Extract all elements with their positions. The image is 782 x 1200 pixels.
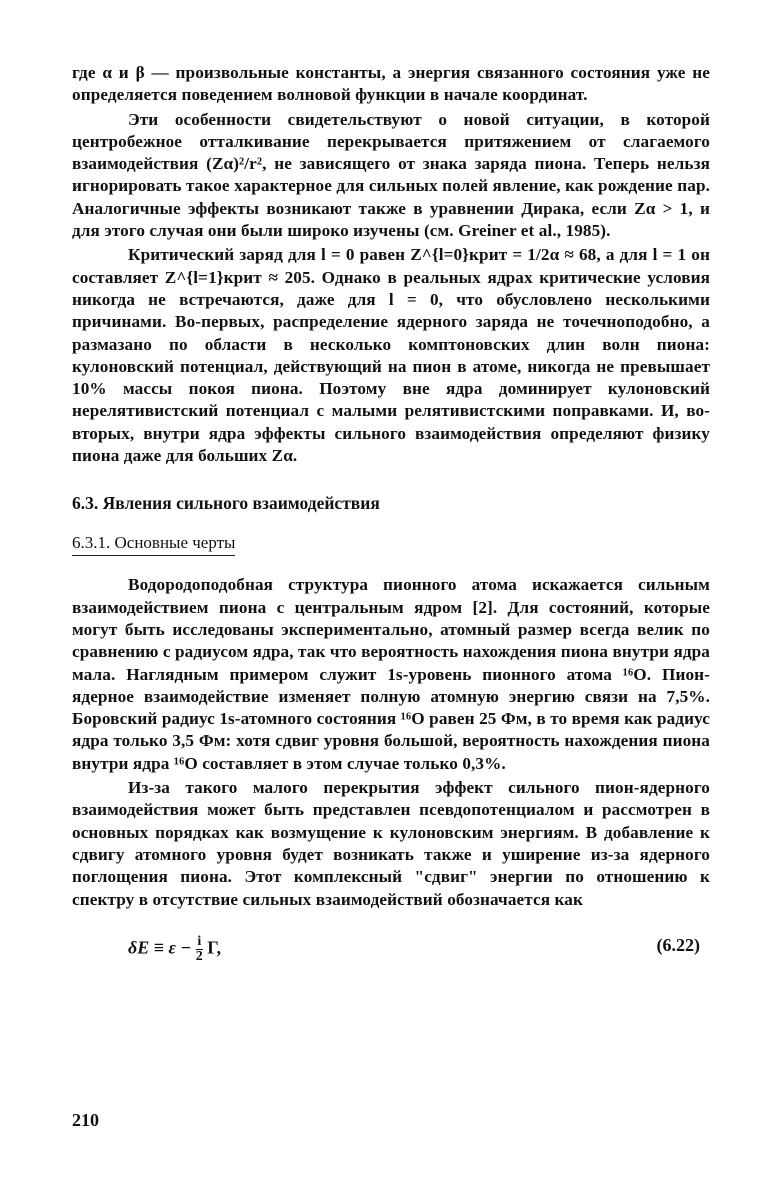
section-heading: 6.3. Явления сильного взаимодействия xyxy=(72,493,380,514)
equation-rhs: Γ, xyxy=(207,937,222,958)
equation-6-22 xyxy=(72,929,710,969)
paragraph-2: Эти особенности свидетельствуют о новой ситуации, в которой центробежное отталкивание перекрывается притяжением от слагаемого взаимодействия (Zα)²/r², не зависящего от знака заряда пиона. Теперь нельзя игнорировать такое характерное для сильных полей явление, как рождение пар. Аналогичные эффекты возникают также в уравнении Дирака, если Zα > 1, и для этого случая они были широко изучены (см. Greiner et al., 1985). xyxy=(72,109,710,241)
fraction-numerator: i xyxy=(197,933,202,949)
equation-formula xyxy=(128,935,221,964)
equation-lhs: δE ≡ ε − xyxy=(128,937,192,958)
paragraph-1: где α и β — произвольные константы, а энергия связанного состояния уже не определяется поведением волновой функции в начале координат. xyxy=(72,63,710,105)
equation-fraction xyxy=(196,935,203,964)
subsection-heading: 6.3.1. Основные черты xyxy=(72,531,235,556)
paragraph-3: Критический заряд для l = 0 равен Z^{l=0}крит = 1/2α ≈ 68, а для l = 1 он составляет Z^{l=1}крит ≈ 205. Однако в реальных ядрах критические условия никогда не встречаются, даже для l = 0, что обусловлено несколькими причинами. Во-первых, распределение ядерного заряда не точечноподобно, а размазано по области в несколько комптоновских длин волн пиона: кулоновский потенциал, действующий на пион в атоме, никогда не превышает 10% массы покоя пиона. Поэтому вне ядра доминирует кулоновский нерелятивистский потенциал с малыми релятивистскими поправками. И, во-вторых, внутри ядра эффекты сильного взаимодействия определяют физику пиона даже для больших Zα. xyxy=(72,245,710,466)
subsection-wrap xyxy=(72,531,710,556)
paragraph-4: Водородоподобная структура пионного атома искажается сильным взаимодействием пиона с центральным ядром [2]. Для состояний, которые могут быть исследованы экспериментально, атомный размер всегда велик по сравнению с радиусом ядра, так что вероятность нахождения пиона внутри ядра мала. Наглядным примером служит 1s-уровень пионного атома ¹⁶O. Пион-ядерное взаимодействие изменяет полную атомную энергию связи на 7,5%. Боровский радиус 1s-атомного состояния ¹⁶O равен 25 Фм, в то время как радиус ядра только 3,5 Фм: хотя сдвиг уровня большой, вероятность нахождения пиона внутри ядра ¹⁶O составляет в этом случае только 0,3%. xyxy=(72,575,710,773)
page-body xyxy=(72,62,710,969)
fraction-denominator: 2 xyxy=(195,948,203,964)
equation-number: (6.22) xyxy=(656,934,700,955)
paragraph-5: Из-за такого малого перекрытия эффект сильного пион-ядерного взаимодействия может быть представлен псевдопотенциалом и рассмотрен в основных порядках как возмущение к кулоновским энергиям. В добавление к сдвигу атомного уровня будет возникать также и уширение из-за ядерного поглощения пиона. Этот комплексный "сдвиг" энергии по отношению к спектру в отсутствие сильных взаимодействий обозначается как xyxy=(72,778,710,909)
page-number: 210 xyxy=(72,1110,99,1130)
